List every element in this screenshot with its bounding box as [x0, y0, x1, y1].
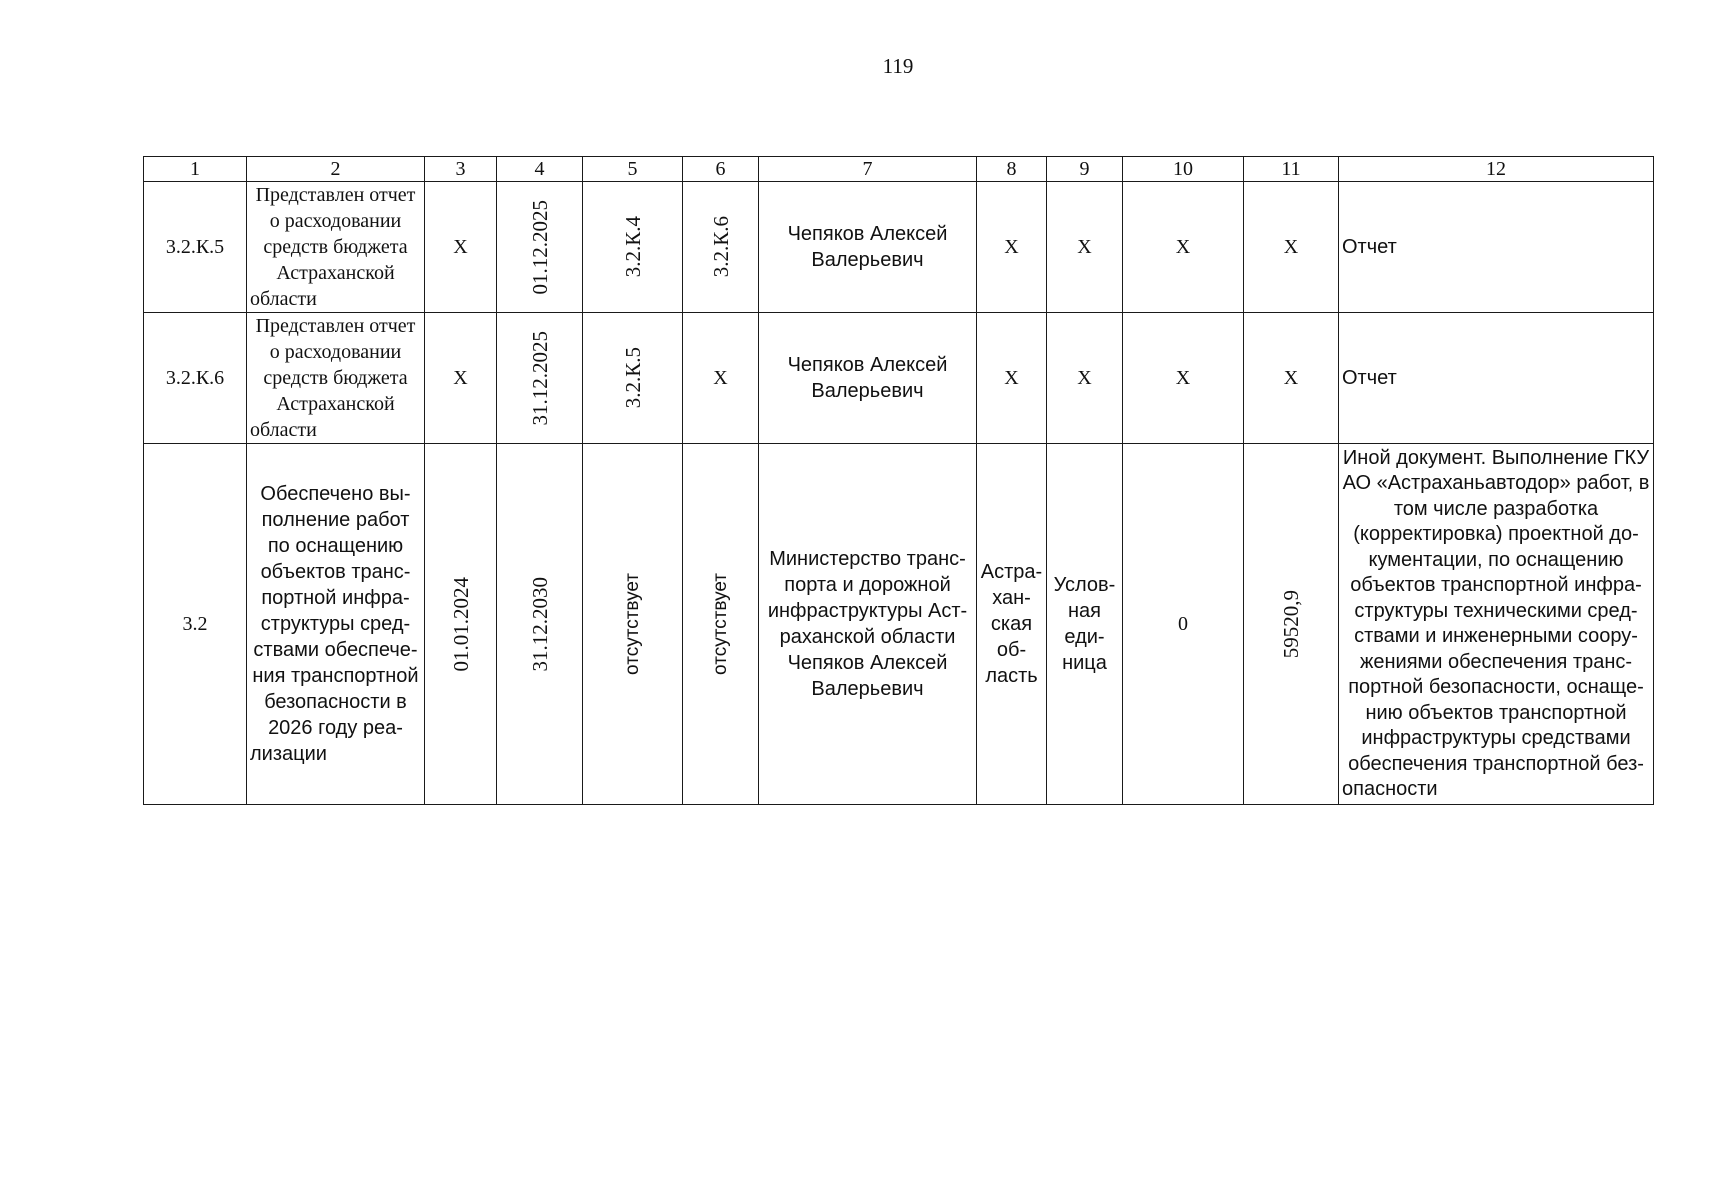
row-number-cell: 3.2.К.6 — [144, 313, 247, 444]
header-cell: 1 — [144, 157, 247, 182]
budget-text: 59520,9 — [1279, 589, 1303, 659]
successor-text: отсутствует — [709, 573, 731, 675]
value-cell: X — [1123, 182, 1244, 313]
result-name-cell: Представлен отчет о расходовании средств бюджета Астраханской области — [247, 313, 425, 444]
document-cell: Иной документ. Выполнение ГКУ АО «Астраханьавтодор» работ, в том числе разработка (корректировка) проектной документации, по оснащению объектов транспортной инфраструктуры техническими средствами и инженерными сооружениями обеспечения транспортной безопасности, оснащению объектов транспортной инфраструктуры средствами обеспечения транспортной безопасности — [1339, 444, 1654, 805]
predecessor-text: 3.2.К.4 — [620, 216, 645, 278]
page-number: 119 — [882, 54, 914, 78]
region-cell: X — [977, 182, 1047, 313]
header-row — [144, 157, 1654, 182]
responsible-cell: Чепяков Алексей Валерьевич — [759, 182, 977, 313]
unit-cell: X — [1047, 182, 1123, 313]
successor-cell — [683, 182, 759, 313]
header-cell: 11 — [1244, 157, 1339, 182]
start-date-cell — [425, 444, 497, 805]
predecessor-text: 3.2.К.5 — [620, 347, 645, 409]
region-cell: Астраханская область — [977, 444, 1047, 805]
header-cell: 3 — [425, 157, 497, 182]
unit-cell: Условная единица — [1047, 444, 1123, 805]
unit-cell: X — [1047, 313, 1123, 444]
predecessor-cell — [583, 444, 683, 805]
result-name-cell: Представлен отчет о расходовании средств бюджета Астраханской области — [247, 182, 425, 313]
table-row — [144, 444, 1654, 805]
responsible-cell: Министерство транспорта и дорожной инфраструктуры Астраханской области Чепяков Алексей Валерьевич — [759, 444, 977, 805]
table-row — [144, 313, 1654, 444]
budget-cell — [1244, 444, 1339, 805]
value-cell: 0 — [1123, 444, 1244, 805]
result-name-cell: Обеспечено выполнение работ по оснащению объектов транспортной инфраструктуры средствами обеспечения транспортной безопасности в 2026 году реализации — [247, 444, 425, 805]
row-number-cell: 3.2 — [144, 444, 247, 805]
header-cell: 9 — [1047, 157, 1123, 182]
region-cell: X — [977, 313, 1047, 444]
document-cell: Отчет — [1339, 182, 1654, 313]
budget-cell: X — [1244, 182, 1339, 313]
successor-cell — [683, 444, 759, 805]
header-cell: 5 — [583, 157, 683, 182]
activity-table — [143, 156, 1654, 805]
end-date-cell — [497, 444, 583, 805]
header-cell: 8 — [977, 157, 1047, 182]
start-date-cell: X — [425, 313, 497, 444]
end-date-cell — [497, 182, 583, 313]
successor-text: 3.2.К.6 — [708, 216, 733, 278]
header-cell: 6 — [683, 157, 759, 182]
row-number-cell: 3.2.К.5 — [144, 182, 247, 313]
successor-cell: X — [683, 313, 759, 444]
start-date-text: 01.01.2024 — [448, 576, 473, 672]
start-date-cell: X — [425, 182, 497, 313]
table-row — [144, 182, 1654, 313]
document-cell: Отчет — [1339, 313, 1654, 444]
responsible-cell: Чепяков Алексей Валерьевич — [759, 313, 977, 444]
end-date-cell — [497, 313, 583, 444]
budget-cell: X — [1244, 313, 1339, 444]
predecessor-cell — [583, 313, 683, 444]
header-cell: 2 — [247, 157, 425, 182]
predecessor-cell — [583, 182, 683, 313]
end-date-text: 01.12.2025 — [527, 199, 552, 295]
predecessor-text: отсутствует — [621, 573, 643, 675]
header-cell: 7 — [759, 157, 977, 182]
value-cell: X — [1123, 313, 1244, 444]
end-date-text: 31.12.2025 — [527, 330, 552, 426]
end-date-text: 31.12.2030 — [527, 576, 552, 672]
header-cell: 10 — [1123, 157, 1244, 182]
header-cell: 12 — [1339, 157, 1654, 182]
header-cell: 4 — [497, 157, 583, 182]
